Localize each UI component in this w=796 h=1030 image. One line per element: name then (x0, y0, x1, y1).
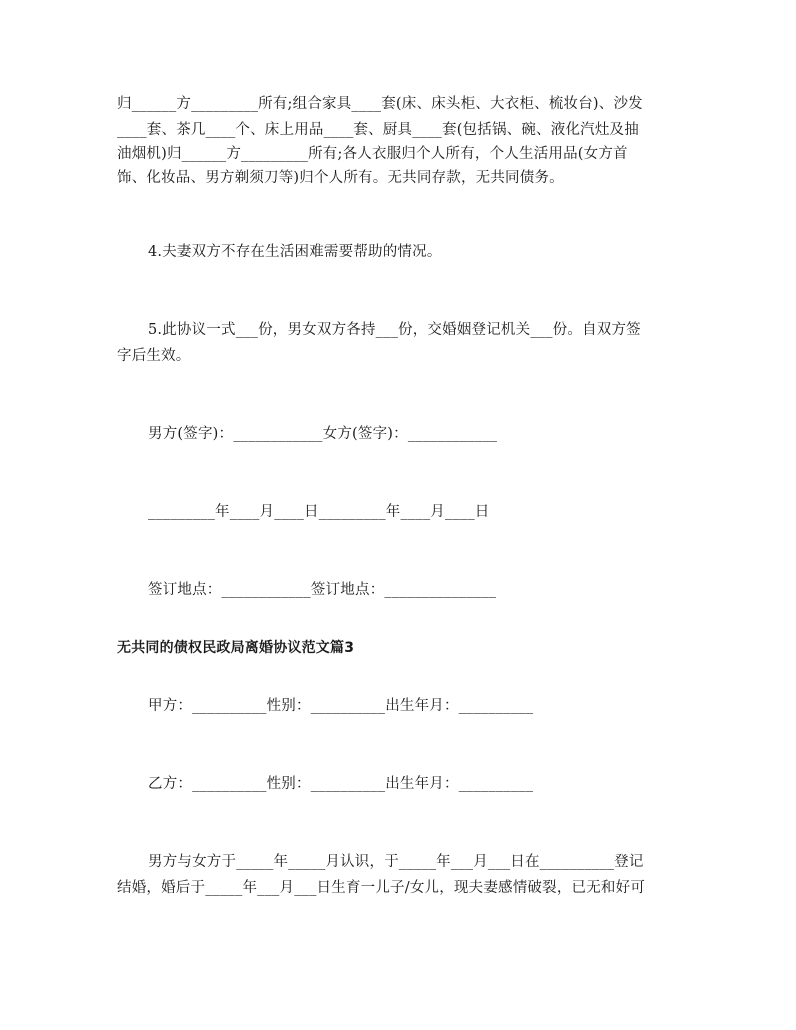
section-heading: 无共同的债权民政局离婚协议范文篇3 (117, 640, 355, 656)
property-paragraph-line-3: 油烟机)归______方_________所有;各人衣服归个人所有，个人生活用品(女方首 (117, 146, 628, 162)
clause-5-line-1: 5.此协议一式___份，男女双方各持___份，交婚姻登记机关___份。自双方签 (148, 322, 641, 338)
clause-5-line-2: 字后生效。 (117, 348, 191, 364)
property-paragraph-line-1: 归______方_________所有;组合家具____套(床、床头柜、大衣柜、梳妆台)、沙发 (117, 96, 643, 112)
party-b-line: 乙方：__________性别：__________出生年月：__________ (148, 776, 534, 792)
clause-4: 4.夫妻双方不存在生活困难需要帮助的情况。 (148, 244, 442, 260)
signing-place-line: 签订地点：____________签订地点：_______________ (148, 582, 497, 598)
marriage-paragraph-line-2: 结婚，婚后于_____年___月___日生育一儿子/女儿，现夫妻感情破裂，已无和好可 (117, 880, 646, 896)
marriage-paragraph-line-1: 男方与女方于_____年_____月认识，于_____年___月___日在__________登记 (148, 854, 644, 870)
property-paragraph-line-2: ____套、茶几____个、床上用品____套、厨具____套(包括锅、碗、液化汽灶及抽 (117, 122, 639, 138)
signature-line: 男方(签字)：____________女方(签字)：____________ (148, 426, 498, 442)
date-line: _________年____月____日_________年____月____日 (148, 504, 490, 520)
party-a-line: 甲方：__________性别：__________出生年月：__________ (148, 698, 534, 714)
property-paragraph-line-4: 饰、化妆品、男方剃须刀等)归个人所有。无共同存款，无共同债务。 (117, 170, 564, 186)
